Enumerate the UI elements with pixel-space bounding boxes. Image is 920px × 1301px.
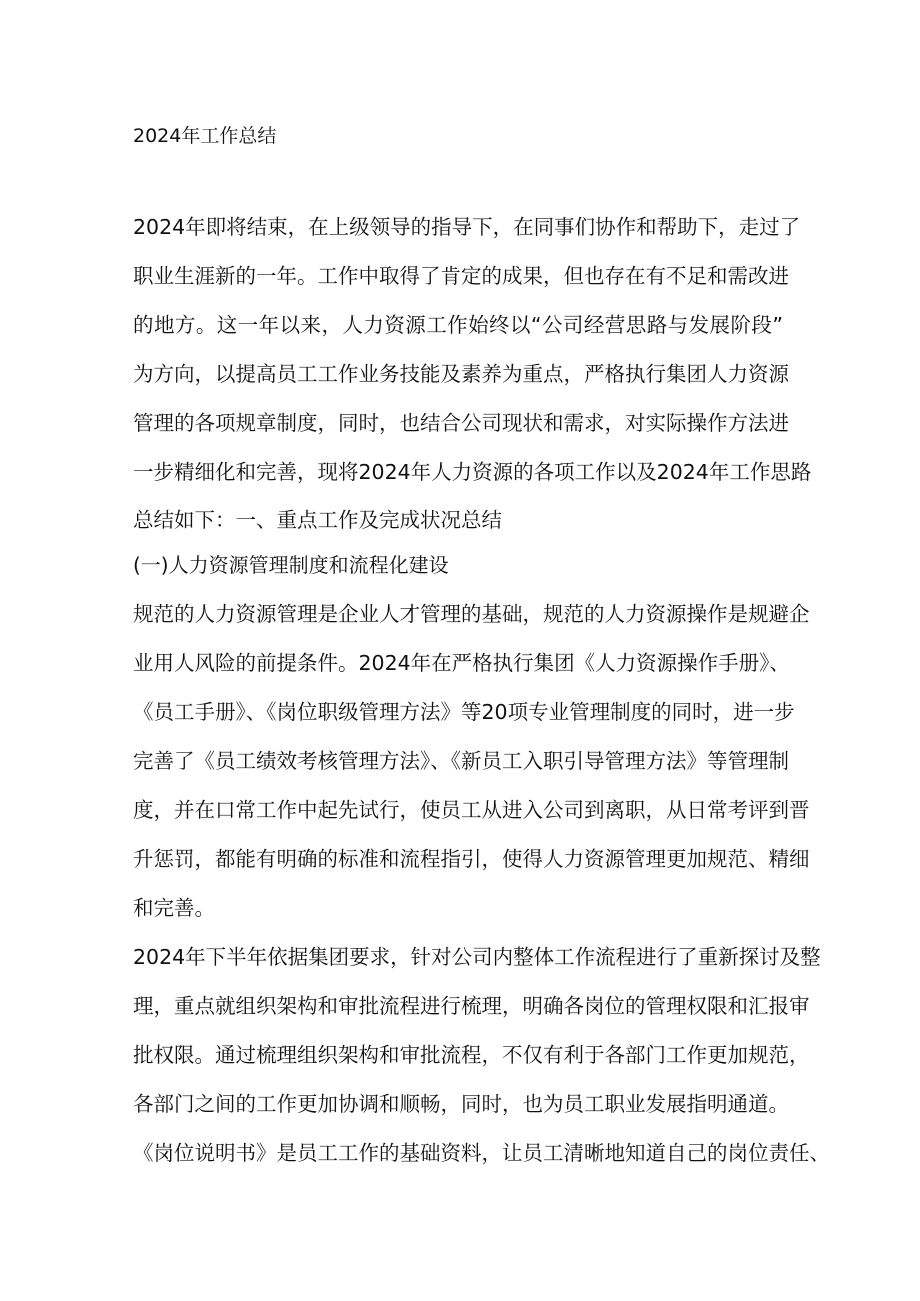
- paragraph-line: 完善了《员工绩效考核管理方法》、《新员工入职引导管理方法》等管理制: [133, 749, 789, 773]
- paragraph-line: 职业生涯新的一年。工作中取得了肯定的成果，但也存在有不足和需改进: [133, 264, 789, 288]
- document-title: 2024年工作总结: [133, 125, 277, 147]
- paragraph-line: 批权限。通过梳理组织架构和审批流程，不仅有利于各部门工作更加规范，: [133, 1043, 810, 1067]
- paragraph-line: 升惩罚，都能有明确的标准和流程指引，使得人力资源管理更加规范、精细: [133, 847, 810, 871]
- paragraph-line: 管理的各项规章制度，同时，也结合公司现状和需求，对实际操作方法进: [133, 411, 789, 435]
- paragraph-line: 和完善。: [133, 896, 215, 920]
- paragraph-line: 一步精细化和完善，现将2024年人力资源的各项工作以及2024年工作思路: [133, 460, 812, 484]
- paragraph-line: 的地方。这一年以来，人力资源工作始终以“公司经营思路与发展阶段”: [133, 313, 783, 337]
- paragraph-line: 《岗位说明书》是员工工作的基础资料，让员工清晰地知道自己的岗位责任、: [133, 1141, 830, 1165]
- paragraph-line: 度，并在口常工作中起先试行，使员工从进入公司到离职，从日常考评到晋: [133, 798, 810, 822]
- paragraph-line: 理，重点就组织架构和审批流程进行梳理，明确各岗位的管理权限和汇报审: [133, 994, 810, 1018]
- paragraph-line: 各部门之间的工作更加协调和顺畅，同时，也为员工职业发展指明通道。: [133, 1092, 789, 1116]
- paragraph-line: 总结如下：一、重点工作及完成状况总结: [133, 508, 502, 532]
- section-heading: (一)人力资源管理制度和流程化建设: [133, 553, 449, 577]
- paragraph-line: 业用人风险的前提条件。2024年在严格执行集团《人力资源操作手册》、: [133, 651, 790, 675]
- paragraph-line: 规范的人力资源管理是企业人才管理的基础，规范的人力资源操作是规避企: [133, 602, 810, 626]
- paragraph-line: 为方向，以提高员工工作业务技能及素养为重点，严格执行集团人力资源: [133, 362, 789, 386]
- paragraph-line: 2024年即将结束，在上级领导的指导下，在同事们协作和帮助下，走过了: [133, 215, 801, 239]
- paragraph-line: 2024年下半年依据集团要求，针对公司内整体工作流程进行了重新探讨及整: [133, 945, 821, 969]
- paragraph-line: 《员工手册》、《岗位职级管理方法》等20项专业管理制度的同时，进一步: [133, 700, 795, 724]
